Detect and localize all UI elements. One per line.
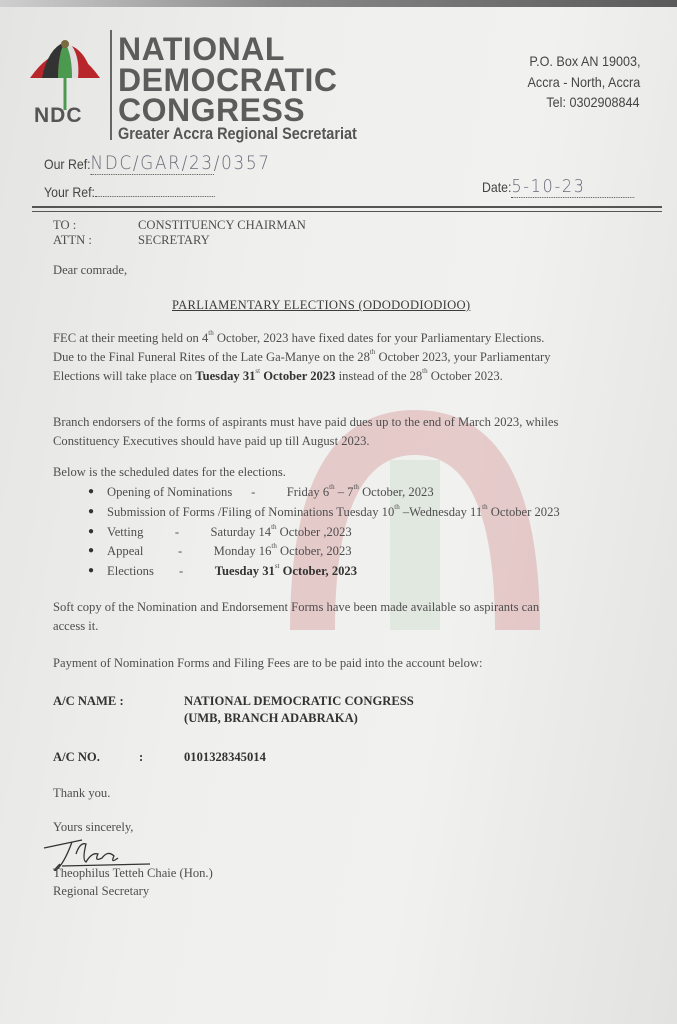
text-segment: – 7 bbox=[334, 485, 354, 499]
our-ref-label: Our Ref: bbox=[44, 156, 91, 172]
text-segment: th bbox=[208, 329, 214, 337]
photo-top-edge bbox=[0, 0, 677, 7]
bullet-icon: ● bbox=[88, 565, 95, 577]
schedule-item bbox=[107, 564, 357, 579]
org-name-line-1: NATIONAL bbox=[118, 31, 285, 67]
text-segment: instead of the 28 bbox=[335, 369, 423, 383]
text-segment: Constituency Executives should have paid up till August 2023. bbox=[53, 434, 370, 448]
date-field bbox=[482, 176, 635, 198]
paragraph-1-line bbox=[53, 350, 551, 365]
paragraph-2-line bbox=[53, 415, 558, 430]
salutation: Dear comrade, bbox=[53, 263, 128, 277]
text-segment: October, 2023 bbox=[276, 544, 352, 559]
logo-text: NDC bbox=[34, 104, 83, 127]
account-name-value: NATIONAL DEMOCRATIC CONGRESS bbox=[184, 694, 414, 708]
text-segment: th bbox=[394, 502, 400, 511]
text-segment: October 2023, your Parliamentary bbox=[375, 350, 551, 364]
bullet-icon: ● bbox=[88, 486, 95, 497]
text-segment: Soft copy of the Nomination and Endorsement Forms have been made available so aspirants can bbox=[53, 600, 540, 614]
text-segment: –Wednesday 11 bbox=[399, 504, 483, 519]
text-segment: October, 2023 bbox=[279, 564, 358, 579]
paragraph-2-line bbox=[53, 434, 370, 449]
your-ref bbox=[44, 182, 215, 200]
header-rule-top bbox=[32, 206, 662, 208]
signer-title: Regional Secretary bbox=[53, 884, 150, 898]
address-line-1: P.O. Box AN 19003, bbox=[528, 53, 640, 69]
text-segment: th bbox=[353, 483, 359, 491]
text-segment: Elections will take place on bbox=[53, 369, 196, 383]
thank-you: Thank you. bbox=[53, 786, 111, 800]
text-segment: October 2023 bbox=[260, 369, 336, 383]
account-name-label: A/C NAME : bbox=[53, 694, 124, 708]
schedule-item bbox=[107, 544, 352, 559]
bullet-icon: ● bbox=[88, 505, 95, 517]
org-name-line-3: CONGRESS bbox=[118, 92, 306, 128]
paragraph-3-line bbox=[53, 600, 539, 615]
bullet-icon: ● bbox=[88, 525, 95, 537]
text-segment: th bbox=[369, 348, 376, 356]
paragraph-1-line bbox=[53, 369, 503, 384]
text-segment: Tuesday 31 bbox=[195, 369, 256, 383]
text-segment: Submission of Forms /Filing of Nominations Tuesday 10 bbox=[107, 504, 395, 519]
yours-sincerely: Yours sincerely, bbox=[53, 820, 134, 834]
letter-heading: PARLIAMENTARY ELECTIONS (ODODODIODIOO) bbox=[172, 298, 471, 312]
letterhead-divider bbox=[110, 30, 112, 140]
account-number-label: A/C NO. bbox=[53, 750, 100, 764]
to-value: CONSTITUENCY CHAIRMAN bbox=[138, 218, 306, 232]
bullet-icon: ● bbox=[88, 545, 95, 557]
text-segment: st bbox=[274, 562, 280, 571]
to-label: TO : bbox=[53, 218, 77, 232]
paragraph-1-line bbox=[53, 331, 544, 346]
text-segment: Branch endorsers of the forms of aspirants must have paid dues up to the end of March 2023, whiles bbox=[53, 415, 559, 429]
your-ref-label: Your Ref: bbox=[44, 184, 95, 200]
header-rule-bottom bbox=[32, 211, 662, 212]
attn-label: ATTN : bbox=[53, 233, 92, 247]
schedule-item bbox=[107, 522, 352, 540]
your-ref-blank bbox=[95, 182, 215, 197]
attn-value: SECRETARY bbox=[138, 233, 210, 247]
address-line-2: Accra - North, Accra bbox=[527, 74, 640, 90]
paragraph-4-line bbox=[53, 656, 483, 671]
account-branch: (UMB, BRANCH ADABRAKA) bbox=[184, 711, 358, 725]
account-number-value: 0101328345014 bbox=[184, 750, 266, 764]
date-value: 5-10-23 bbox=[511, 176, 634, 198]
org-name-line-2: DEMOCRATIC bbox=[118, 62, 338, 98]
schedule-intro bbox=[53, 465, 286, 480]
text-segment: October 2023. bbox=[427, 369, 503, 383]
text-segment: st bbox=[255, 367, 261, 375]
text-segment: Tuesday 31 bbox=[214, 564, 275, 579]
text-segment: access it. bbox=[53, 619, 99, 633]
text-segment: Below is the scheduled dates for the elections. bbox=[53, 465, 286, 479]
text-segment: October 2023 bbox=[487, 504, 560, 519]
text-segment: Opening of Nominations - Friday 6 bbox=[107, 485, 330, 499]
text-segment: October ,2023 bbox=[276, 524, 352, 539]
text-segment: Elections - bbox=[107, 564, 215, 579]
signer-name: Theophilus Tetteh Chaie (Hon.) bbox=[53, 866, 213, 880]
text-segment: th bbox=[329, 483, 335, 491]
text-segment: th bbox=[422, 367, 428, 375]
text-segment: th bbox=[271, 522, 277, 531]
text-segment: FEC at their meeting held on 4 bbox=[53, 331, 209, 345]
our-ref-value: NDC/GAR/23/0357 bbox=[90, 152, 271, 174]
text-segment: Appeal - Monday 16 bbox=[107, 544, 272, 559]
text-segment: Payment of Nomination Forms and Filing Fees are to be paid into the account below: bbox=[53, 656, 483, 670]
address-phone: Tel: 0302908844 bbox=[546, 94, 640, 110]
our-ref bbox=[44, 152, 271, 175]
text-segment: th bbox=[482, 502, 488, 511]
text-segment: October, 2023 have fixed dates for your Parliamentary Elections. bbox=[213, 331, 545, 345]
schedule-item bbox=[107, 502, 560, 520]
account-number-colon: : bbox=[139, 750, 144, 764]
paragraph-3-line bbox=[53, 619, 98, 634]
text-segment: th bbox=[271, 542, 277, 551]
date-label: Date: bbox=[482, 179, 512, 195]
text-segment: Vetting - Saturday 14 bbox=[107, 524, 272, 539]
org-subtitle: Greater Accra Regional Secretariat bbox=[118, 124, 357, 143]
text-segment: Due to the Final Funeral Rites of the Late Ga-Manye on the 28 bbox=[53, 350, 370, 364]
text-segment: October, 2023 bbox=[358, 485, 434, 499]
schedule-item bbox=[107, 485, 434, 500]
